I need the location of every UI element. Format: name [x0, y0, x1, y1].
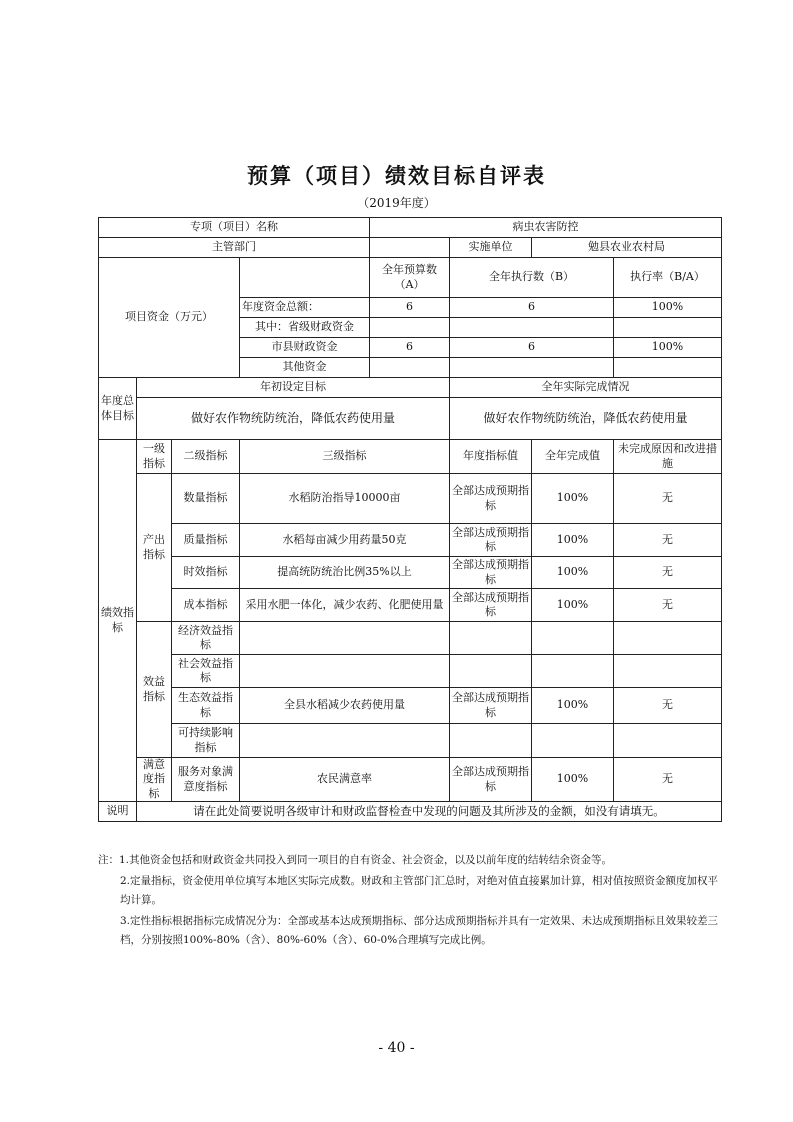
funds-header-blank	[240, 258, 370, 298]
group-benefit: 效益指标	[137, 622, 172, 758]
ind-lvl2: 服务对象满意度指标	[172, 758, 240, 802]
dept-row	[99, 238, 722, 258]
funds-row-exec	[450, 318, 614, 338]
ind-target: 全部达成预期指标	[450, 589, 532, 622]
group-output: 产出指标	[137, 474, 172, 622]
indicator-row	[99, 688, 722, 724]
ind-done: 100%	[532, 557, 614, 589]
indicator-row	[99, 758, 722, 802]
overall-plan-text: 做好农作物统防统治，降低农药使用量	[137, 398, 450, 440]
ind-lvl3: 农民满意率	[240, 758, 450, 802]
ind-header-lvl3: 三级指标	[240, 440, 450, 474]
ind-header-target: 年度指标值	[450, 440, 532, 474]
page-title: 预算（项目）绩效目标自评表	[247, 163, 546, 188]
ind-lvl2: 成本指标	[172, 589, 240, 622]
ind-lvl2: 经济效益指标	[172, 622, 240, 655]
funds-col-rate: 执行率（B/A）	[614, 258, 722, 298]
indicators-label: 绩效指标	[99, 440, 137, 802]
ind-target: 全部达成预期指标	[450, 688, 532, 724]
overall-header-row	[99, 378, 722, 398]
ind-target: 全部达成预期指标	[450, 557, 532, 589]
project-name-value: 病虫农害防控	[370, 218, 722, 238]
ind-reason: 无	[614, 474, 722, 524]
funds-row-label: 年度资金总额：	[240, 298, 370, 318]
funds-row-budget: 6	[370, 338, 450, 358]
ind-lvl3: 水稻防治指导10000亩	[240, 474, 450, 524]
funds-row-label: 市县财政资金	[240, 338, 370, 358]
funds-row-budget	[370, 318, 450, 338]
funds-header-row	[99, 258, 722, 298]
ind-reason: 无	[614, 758, 722, 802]
funds-row-exec: 6	[450, 298, 614, 318]
ind-lvl3	[240, 655, 450, 688]
impl-label: 实施单位	[450, 238, 532, 258]
note-3: 3.定性指标根据指标完成情况分为：全部或基本达成预期指标、部分达成预期指标并具有一定效果、未达成预期指标且效果较差三档，分别按照100%-80%（含）、80%-60%（含）、60-0%合理填写完成比例。	[120, 915, 719, 946]
ind-lvl2: 质量指标	[172, 524, 240, 557]
group-satisfaction: 满意度指标	[137, 758, 172, 802]
footnotes	[98, 851, 723, 952]
overall-col-actual: 全年实际完成情况	[450, 378, 722, 398]
indicator-row	[99, 622, 722, 655]
ind-header-lvl2: 二级指标	[172, 440, 240, 474]
ind-lvl3	[240, 622, 450, 655]
ind-target	[450, 622, 532, 655]
page-number: - 40 -	[378, 1040, 415, 1056]
ind-lvl3	[240, 724, 450, 758]
funds-row-rate: 100%	[614, 338, 722, 358]
ind-target	[450, 655, 532, 688]
ind-done	[532, 724, 614, 758]
overall-actual-text: 做好农作物统防统治，降低农药使用量	[450, 398, 722, 440]
ind-done: 100%	[532, 589, 614, 622]
funds-row-label: 其他资金	[240, 358, 370, 378]
funds-row-rate	[614, 358, 722, 378]
funds-row-rate	[614, 318, 722, 338]
ind-header-lvl1: 一级指标	[137, 440, 172, 474]
overall-col-plan: 年初设定目标	[137, 378, 450, 398]
ind-done	[532, 655, 614, 688]
ind-reason: 无	[614, 524, 722, 557]
overall-label: 年度总体目标	[99, 378, 137, 440]
ind-target: 全部达成预期指标	[450, 474, 532, 524]
overall-content-row	[99, 398, 722, 440]
ind-header-done: 全年完成值	[532, 440, 614, 474]
ind-lvl2: 可持续影响指标	[172, 724, 240, 758]
funds-row-rate: 100%	[614, 298, 722, 318]
ind-target: 全部达成预期指标	[450, 758, 532, 802]
project-name-label: 专项（项目）名称	[99, 218, 370, 238]
note-2: 2.定量指标，资金使用单位填写本地区实际完成数。财政和主管部门汇总时，对绝对值直接累加计算，相对值按照资金额度加权平均计算。	[120, 875, 719, 906]
ind-lvl2: 数量指标	[172, 474, 240, 524]
ind-done: 100%	[532, 474, 614, 524]
ind-lvl2: 时效指标	[172, 557, 240, 589]
dept-value	[370, 238, 450, 258]
indicator-row	[99, 724, 722, 758]
ind-lvl3: 水稻每亩减少用药量50克	[240, 524, 450, 557]
ind-lvl2: 社会效益指标	[172, 655, 240, 688]
ind-done: 100%	[532, 758, 614, 802]
remark-label: 说明	[99, 802, 137, 822]
funds-row-budget	[370, 358, 450, 378]
funds-label: 项目资金（万元）	[99, 258, 240, 378]
indicator-row	[99, 474, 722, 524]
project-name-row	[99, 218, 722, 238]
funds-col-budget: 全年预算数（A）	[370, 258, 450, 298]
funds-row-exec	[450, 358, 614, 378]
funds-col-exec: 全年执行数（B）	[450, 258, 614, 298]
ind-lvl2: 生态效益指标	[172, 688, 240, 724]
indicator-row	[99, 524, 722, 557]
page-subtitle: （2019年度）	[357, 196, 436, 210]
ind-done: 100%	[532, 688, 614, 724]
ind-reason: 无	[614, 688, 722, 724]
impl-value: 勉县农业农村局	[532, 238, 722, 258]
funds-row-budget: 6	[370, 298, 450, 318]
indicator-row	[99, 589, 722, 622]
ind-header-reason: 未完成原因和改进措施	[614, 440, 722, 474]
ind-reason: 无	[614, 589, 722, 622]
ind-reason	[614, 724, 722, 758]
ind-target	[450, 724, 532, 758]
funds-row-exec: 6	[450, 338, 614, 358]
ind-reason	[614, 622, 722, 655]
ind-reason: 无	[614, 557, 722, 589]
ind-lvl3: 采用水肥一体化，减少农药、化肥使用量	[240, 589, 450, 622]
ind-done	[532, 622, 614, 655]
ind-done: 100%	[532, 524, 614, 557]
indicator-row	[99, 655, 722, 688]
ind-reason	[614, 655, 722, 688]
dept-label: 主管部门	[99, 238, 370, 258]
ind-lvl3: 全县水稻减少农药使用量	[240, 688, 450, 724]
note-1: 注：1.其他资金包括和财政资金共同投入到同一项目的自有资金、社会资金，以及以前年度的结转结余资金等。	[98, 854, 613, 866]
ind-target: 全部达成预期指标	[450, 524, 532, 557]
indicator-row	[99, 557, 722, 589]
indicator-header-row	[99, 440, 722, 474]
remark-row	[99, 802, 722, 822]
funds-row-label: 其中：省级财政资金	[240, 318, 370, 338]
self-evaluation-table	[98, 217, 722, 822]
remark-text: 请在此处简要说明各级审计和财政监督检查中发现的问题及其所涉及的金额，如没有请填无。	[137, 802, 722, 822]
ind-lvl3: 提高统防统治比例35%以上	[240, 557, 450, 589]
